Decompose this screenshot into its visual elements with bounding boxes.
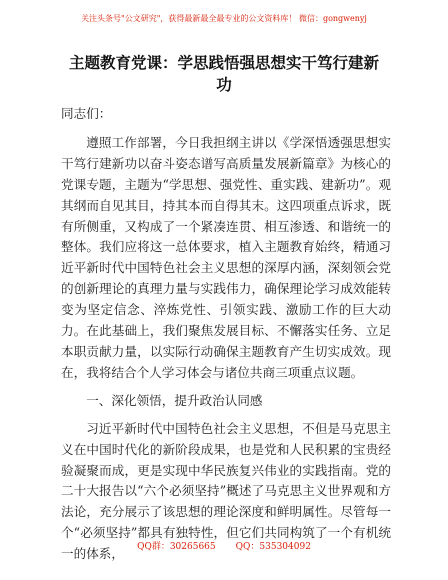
footer-contact bbox=[0, 541, 448, 553]
document-body bbox=[61, 104, 391, 565]
salutation: 同志们： bbox=[61, 106, 112, 121]
document-title: 主题教育党课：学思践悟强思想实干笃行建新功 bbox=[68, 54, 379, 94]
footer-qq-number: QQ：535304092 bbox=[235, 542, 311, 552]
body-paragraph: 习近平新时代中国特色社会主义思想，不但是马克思主义在中国时代化的新阶段成果，也是党和人民积累的宝贵经验凝聚而成，更是实现中华民族复兴伟业的实践指南。党的二十大报告以“六个必须坚持”概述了马克思主义世界观和方法论，充分展示了该思想的理论深度和鲜明属性。尽管每一个“必须坚持”都具有独特性，但它们共同构筑了一个有机统一的体系， bbox=[61, 420, 391, 562]
body-paragraph: 遵照工作部署，今日我担纲主讲以《学深悟透强思想实干笃行建新功以奋斗姿态谱写高质量发展新篇章》为核心的党课专题，主题为“学思想、强党性、重实践、建新功”。观其纲而自见其目，持其本而自得其末。这四项重点诉求，既有所侧重，又构成了一个紧凑连贯、相互渗透、和谐统一的整体。我们应将这一总体要求，植入主题教育始终，精通习近平新时代中国特色社会主义思想的深厚内涵，深刻领会党的创新理论的真理力量与实践伟力，确保理论学习成效能转变为坚定信念、淬炼党性、引领实践、激励工作的巨大动力。在此基础上，我们聚焦发展目标、不懈落实任务、立足本职贡献力量，以实际行动确保主题教育产生切实成效。现在，我将结合个人学习体会与诸位共商三项重点议题。 bbox=[61, 134, 391, 380]
footer-qq-group: QQ群：30265665 bbox=[137, 542, 216, 552]
promo-header: 关注头条号"公文研究"，获得最新最全最专业的公文资料库！ 微信：gongwenyj bbox=[81, 14, 367, 23]
section-heading: 一、深化领悟，提升政治认同感 bbox=[86, 392, 263, 408]
